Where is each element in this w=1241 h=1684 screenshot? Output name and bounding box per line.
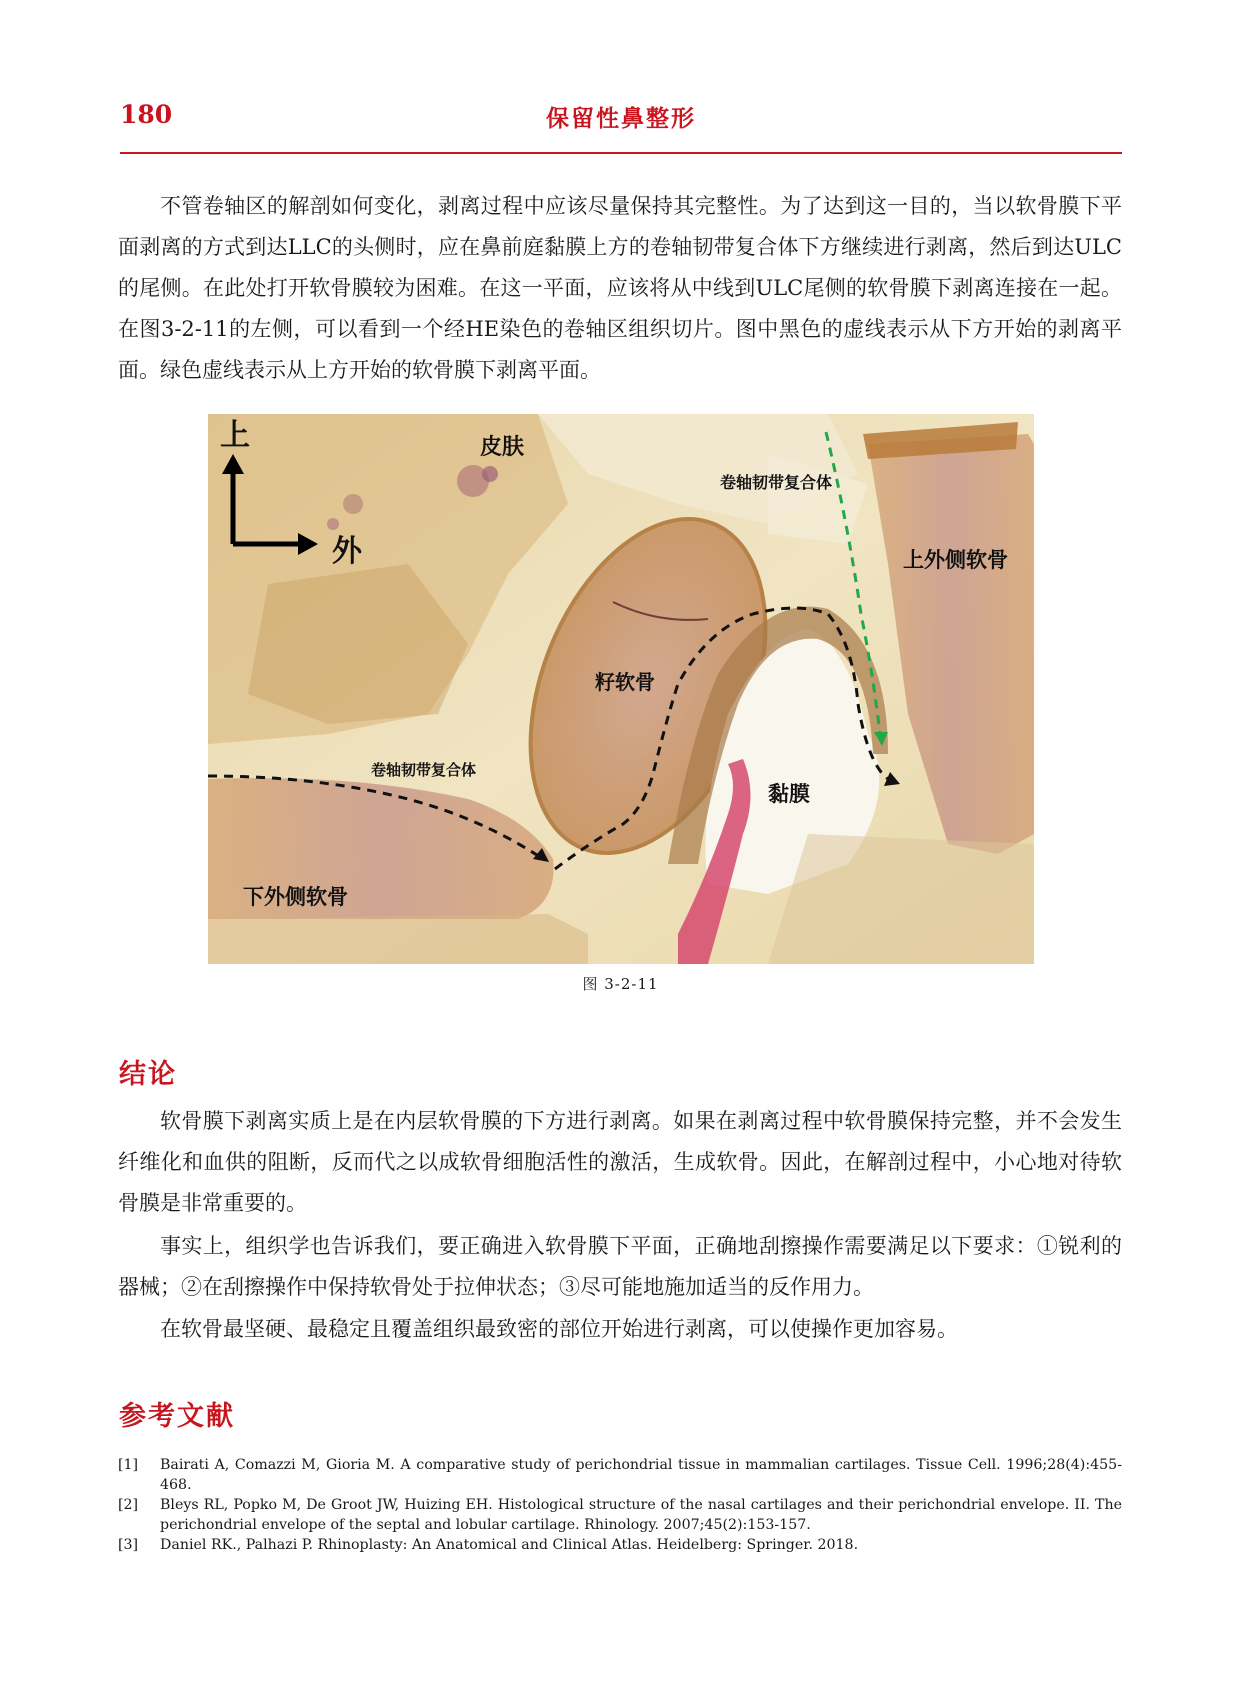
label-scroll-complex-top: 卷轴韧带复合体 <box>720 473 833 492</box>
paragraph-conclusion-1: 软骨膜下剥离实质上是在内层软骨膜的下方进行剥离。如果在剥离过程中软骨膜保持完整，并不会发生纤维化和血供的阻断，反而代之以成软骨细胞活性的激活，生成软骨。因此，在解剖过程中，小心地对待软骨膜是非常重要的。 <box>118 1109 1122 1215</box>
label-llc: 下外侧软骨 <box>243 885 348 909</box>
reference-list <box>118 1455 1122 1555</box>
section-title-references: 参考文献 <box>119 1401 235 1432</box>
label-lateral: 外 <box>332 534 362 569</box>
reference-item <box>118 1455 1122 1495</box>
reference-text: Bairati A, Comazzi M, Gioria M. A comparative study of perichondrial tissue in mammalian cartilages. Tissue Cell. 1996;28(4):455-468. <box>160 1457 1122 1493</box>
label-mucosa: 黏膜 <box>768 782 810 806</box>
reference-number: [1] <box>118 1457 139 1473</box>
label-ulc: 上外侧软骨 <box>903 548 1008 572</box>
reference-text: Daniel RK., Palhazi P. Rhinoplasty: An Anatomical and Clinical Atlas. Heidelberg: Springer. 2018. <box>160 1537 859 1553</box>
reference-item <box>118 1495 1122 1535</box>
page-header <box>120 100 1122 152</box>
label-scroll-complex-left: 卷轴韧带复合体 <box>371 761 477 779</box>
label-sesamoid: 籽软骨 <box>595 670 655 694</box>
histology-figure <box>208 414 1034 964</box>
reference-item <box>118 1535 1122 1555</box>
reference-number: [2] <box>118 1497 139 1513</box>
paragraph-intro: 不管卷轴区的解剖如何变化，剥离过程中应该尽量保持其完整性。为了达到这一目的，当以软骨膜下平面剥离的方式到达LLC的头侧时，应在鼻前庭黏膜上方的卷轴韧带复合体下方继续进行剥离，然后到达ULC的尾侧。在此处打开软骨膜较为困难。在这一平面，应该将从中线到ULC尾侧的软骨膜下剥离连接在一起。在图3-2-11的左侧，可以看到一个经HE染色的卷轴区组织切片。图中黑色的虚线表示从下方开始的剥离平面。绿色虚线表示从上方开始的软骨膜下剥离平面。 <box>118 194 1122 382</box>
label-skin: 皮肤 <box>480 435 525 460</box>
header-rule <box>120 152 1122 154</box>
reference-number: [3] <box>118 1537 139 1553</box>
page-number: 180 <box>120 100 173 129</box>
reference-text: Bleys RL, Popko M, De Groot JW, Huizing EH. Histological structure of the nasal cartilages and their perichondrial envelope. II. The perichondrial envelope of the septal and lobular cartilage. Rhinology. 2007;45(2):153-157. <box>160 1497 1122 1533</box>
section-title-conclusion: 结论 <box>119 1059 177 1090</box>
paragraph-conclusion-3: 在软骨最坚硬、最稳定且覆盖组织最致密的部位开始进行剥离，可以使操作更加容易。 <box>160 1317 958 1341</box>
label-up: 上 <box>220 418 250 453</box>
running-title: 保留性鼻整形 <box>546 105 696 132</box>
figure-caption: 图 3-2-11 <box>582 975 659 993</box>
paragraph-conclusion-2: 事实上，组织学也告诉我们，要正确进入软骨膜下平面，正确地刮擦操作需要满足以下要求：①锐利的器械；②在刮擦操作中保持软骨处于拉伸状态；③尽可能地施加适当的反作用力。 <box>118 1234 1122 1299</box>
